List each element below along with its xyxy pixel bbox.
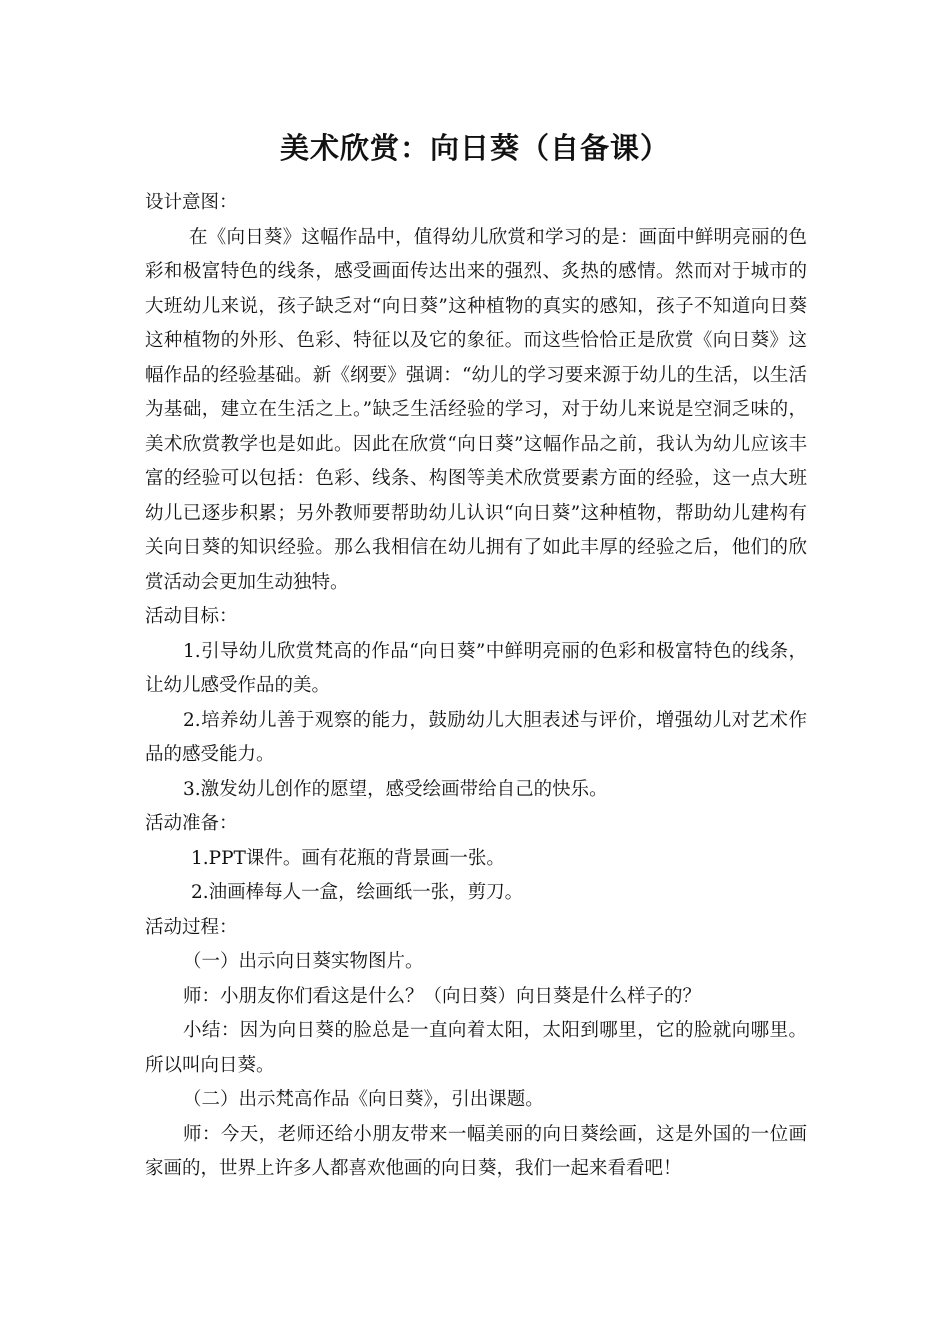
prep-item-2: 2.油画棒每人一盒，绘画纸一张，剪刀。 (191, 882, 524, 903)
design-intent-heading: 设计意图： (145, 192, 238, 213)
process-step-2-teacher: 师：今天，老师还给小朋友带来一幅美丽的向日葵绘画，这是外国的一位画家画的，世界上许多人都喜欢他画的向日葵，我们一起来看看吧！ (145, 1123, 807, 1179)
document-body (145, 186, 807, 1187)
process-step-1: （一）出示向日葵实物图片。 (183, 951, 424, 972)
process-heading: 活动过程： (145, 916, 238, 938)
goals-heading: 活动目标： (145, 606, 238, 627)
goal-item-3: 3.激发幼儿创作的愿望，感受绘画带给自己的快乐。 (183, 778, 608, 800)
design-intent-paragraph: 在《向日葵》这幅作品中，值得幼儿欣赏和学习的是：画面中鲜明亮丽的色彩和极富特色的线条，感受画面传达出来的强烈、炙热的感情。然而对于城市的大班幼儿来说，孩子缺乏对“向日葵”这种植物的真实的感知，孩子不知道向日葵这种植物的外形、色彩、特征以及它的象征。而这些恰恰正是欣赏《向日葵》这幅作品的经验基础。新《纲要》强调：“幼儿的学习要来源于幼儿的生活，以生活为基础，建立在生活之上。”缺乏生活经验的学习，对于幼儿来说是空洞乏味的，美术欣赏教学也是如此。因此在欣赏“向日葵”这幅作品之前，我认为幼儿应该丰富的经验可以包括：色彩、线条、构图等美术欣赏要素方面的经验，这一点大班幼儿已逐步积累；另外教师要帮助幼儿认识“向日葵”这种植物，帮助幼儿建构有关向日葵的知识经验。那么我相信在幼儿拥有了如此丰厚的经验之后，他们的欣赏活动会更加生动独特。 (145, 226, 807, 593)
process-step-2: （二）出示梵高作品《向日葵》，引出课题。 (183, 1089, 544, 1110)
goal-item-1: 1.引导幼儿欣赏梵高的作品“向日葵”中鲜明亮丽的色彩和极富特色的线条，让幼儿感受作品的美。 (145, 640, 807, 696)
prep-heading: 活动准备： (145, 813, 238, 834)
prep-item-1: 1.PPT课件。画有花瓶的背景画一张。 (191, 847, 505, 869)
document-title: 美术欣赏：向日葵（自备课） (279, 131, 670, 165)
process-step-1-summary: 小结：因为向日葵的脸总是一直向着太阳，太阳到哪里，它的脸就向哪里。所以叫向日葵。 (145, 1020, 807, 1076)
goal-item-2: 2.培养幼儿善于观察的能力，鼓励幼儿大胆表述与评价，增强幼儿对艺术作品的感受能力。 (145, 709, 807, 765)
process-step-1-teacher: 师：小朋友你们看这是什么？（向日葵）向日葵是什么样子的？ (183, 985, 702, 1007)
